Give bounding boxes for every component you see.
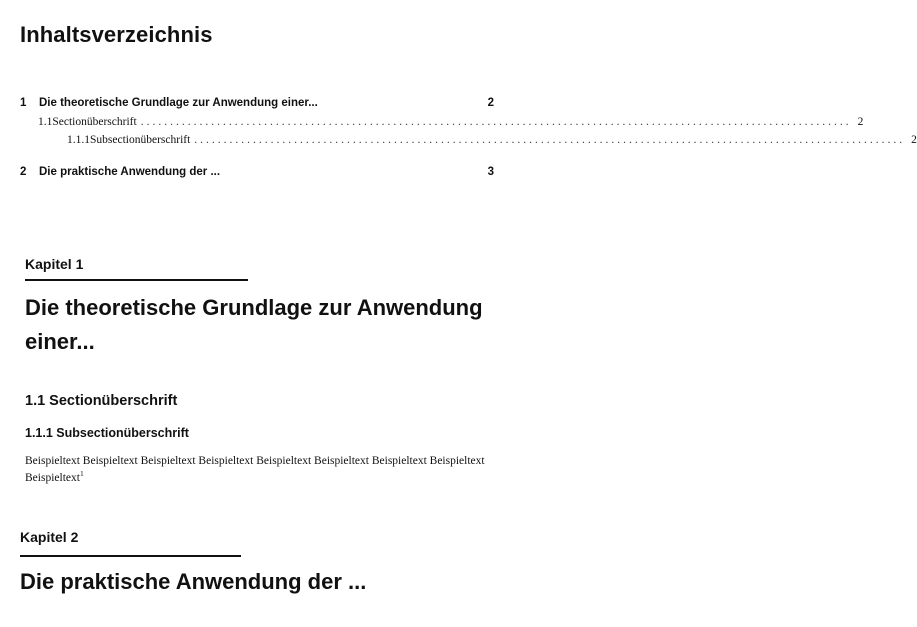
toc-entry-page: 2 bbox=[857, 116, 864, 128]
toc-entry-title: Sectionüberschrift bbox=[52, 116, 137, 128]
chapter-2-rule bbox=[20, 555, 241, 557]
body-text: Beispieltext Beispieltext Beispieltext Beispieltext Beispieltext Beispieltext Beispieltext Beispieltext Beispieltext bbox=[25, 455, 485, 484]
toc-entry-number: 1 bbox=[20, 97, 27, 109]
chapter-2-label: Kapitel 2 bbox=[20, 529, 79, 545]
chapter-2-title: Die praktische Anwendung der ... bbox=[20, 569, 367, 594]
toc-entry-number: 1.1 bbox=[38, 116, 53, 128]
toc-entry-title: Die praktische Anwendung der ... bbox=[39, 166, 221, 178]
chapter-1-label: Kapitel 1 bbox=[25, 256, 84, 272]
chapter-1-rule bbox=[25, 279, 248, 281]
footnote-mark[interactable]: 1 bbox=[79, 469, 84, 479]
toc-entry-section-1-1[interactable] bbox=[38, 116, 864, 128]
toc-entry-number: 2 bbox=[20, 166, 27, 178]
chapter-1-title: Die theoretische Grundlage zur Anwendung einer... bbox=[25, 295, 483, 354]
body-paragraph bbox=[25, 453, 505, 487]
toc-entry-chapter-2[interactable] bbox=[20, 166, 494, 178]
toc-entry-title: Die theoretische Grundlage zur Anwendung einer... bbox=[39, 97, 318, 109]
toc-entry-chapter-1[interactable] bbox=[20, 97, 494, 109]
toc-dot-leader: ......................................................................................................................... bbox=[140, 116, 852, 128]
toc-entry-number: 1.1.1 bbox=[67, 134, 90, 146]
section-heading: 1.1 Sectionüberschrift bbox=[25, 393, 178, 409]
toc-title: Inhaltsverzeichnis bbox=[20, 22, 213, 47]
subsection-heading: 1.1.1 Subsectionüberschrift bbox=[25, 426, 189, 440]
toc-entry-page: 2 bbox=[911, 134, 917, 146]
toc-entry-title: Subsectionüberschrift bbox=[90, 134, 191, 146]
toc-entry-subsection-1-1-1[interactable] bbox=[67, 134, 917, 146]
toc-entry-page: 3 bbox=[487, 166, 494, 178]
toc-entry-page: 2 bbox=[487, 97, 494, 109]
toc-dot-leader: ......................................................................................................................... bbox=[194, 134, 906, 146]
